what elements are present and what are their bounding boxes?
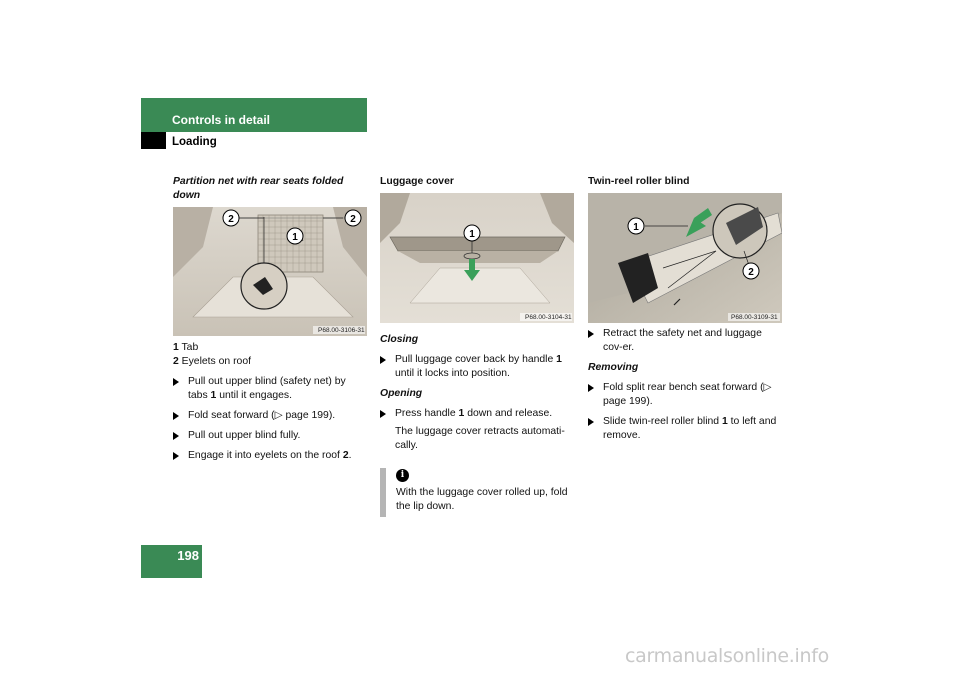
luggage-cover-figure: [380, 193, 574, 323]
opening-note: The luggage cover retracts automati-cally.: [395, 426, 565, 451]
col1-heading: Partition net with rear seats folded down: [173, 176, 344, 201]
section-title: Controls in detail: [172, 113, 271, 127]
callout-1: 1: [633, 222, 639, 233]
bullet-item: Pull out upper blind (safety net) by tabs 1 until it engages.: [173, 375, 363, 403]
roller-blind-figure: [588, 193, 782, 323]
bullet-item: Engage it into eyelets on the roof 2.: [173, 449, 363, 463]
info-text: With the luggage cover rolled up, fold the lip down.: [396, 487, 568, 512]
header-marker: [141, 132, 166, 149]
partition-net-figure: [173, 207, 367, 336]
figure-code: P68.00-3104-31: [525, 314, 572, 321]
bullet-item: Pull luggage cover back by handle 1 until it locks into position.: [380, 353, 572, 381]
figure-code: P68.00-3106-31: [318, 327, 365, 334]
callout-2-left: 2: [228, 214, 234, 225]
subsection-title: Loading: [172, 136, 217, 148]
callout-1: 1: [469, 229, 475, 240]
bullet-item: Press handle 1 down and release.: [380, 407, 572, 421]
col3-body: [588, 327, 780, 443]
col1-body: [173, 341, 363, 463]
closing-heading: Closing: [380, 334, 419, 345]
col2-heading: Luggage cover: [380, 176, 454, 187]
bullet-item: Fold split rear bench seat forward (▷ page 199).: [588, 381, 780, 409]
bullet-item: Pull out upper blind fully.: [173, 429, 363, 443]
figure-code: P68.00-3109-31: [731, 314, 778, 321]
watermark: carmanualsonline.info: [625, 645, 829, 667]
bullet-item: Retract the safety net and luggage cov-er.: [588, 327, 780, 355]
page-number: 198: [177, 548, 199, 563]
callout-2-right: 2: [350, 214, 356, 225]
bullet-item: Slide twin-reel roller blind 1 to left and remove.: [588, 415, 780, 443]
col3-heading: Twin-reel roller blind: [588, 176, 690, 187]
bullet-item: Fold seat forward (▷ page 199).: [173, 409, 363, 423]
opening-heading: Opening: [380, 388, 423, 399]
removing-heading: Removing: [588, 362, 639, 373]
callout-2: 2: [748, 267, 754, 278]
legend-item: 1 Tab: [173, 342, 199, 353]
col2-body: [380, 333, 572, 453]
info-bar: [380, 468, 386, 517]
info-icon: i: [396, 469, 409, 482]
legend-item: 2 Eyelets on roof: [173, 356, 251, 367]
callout-1: 1: [292, 232, 298, 243]
